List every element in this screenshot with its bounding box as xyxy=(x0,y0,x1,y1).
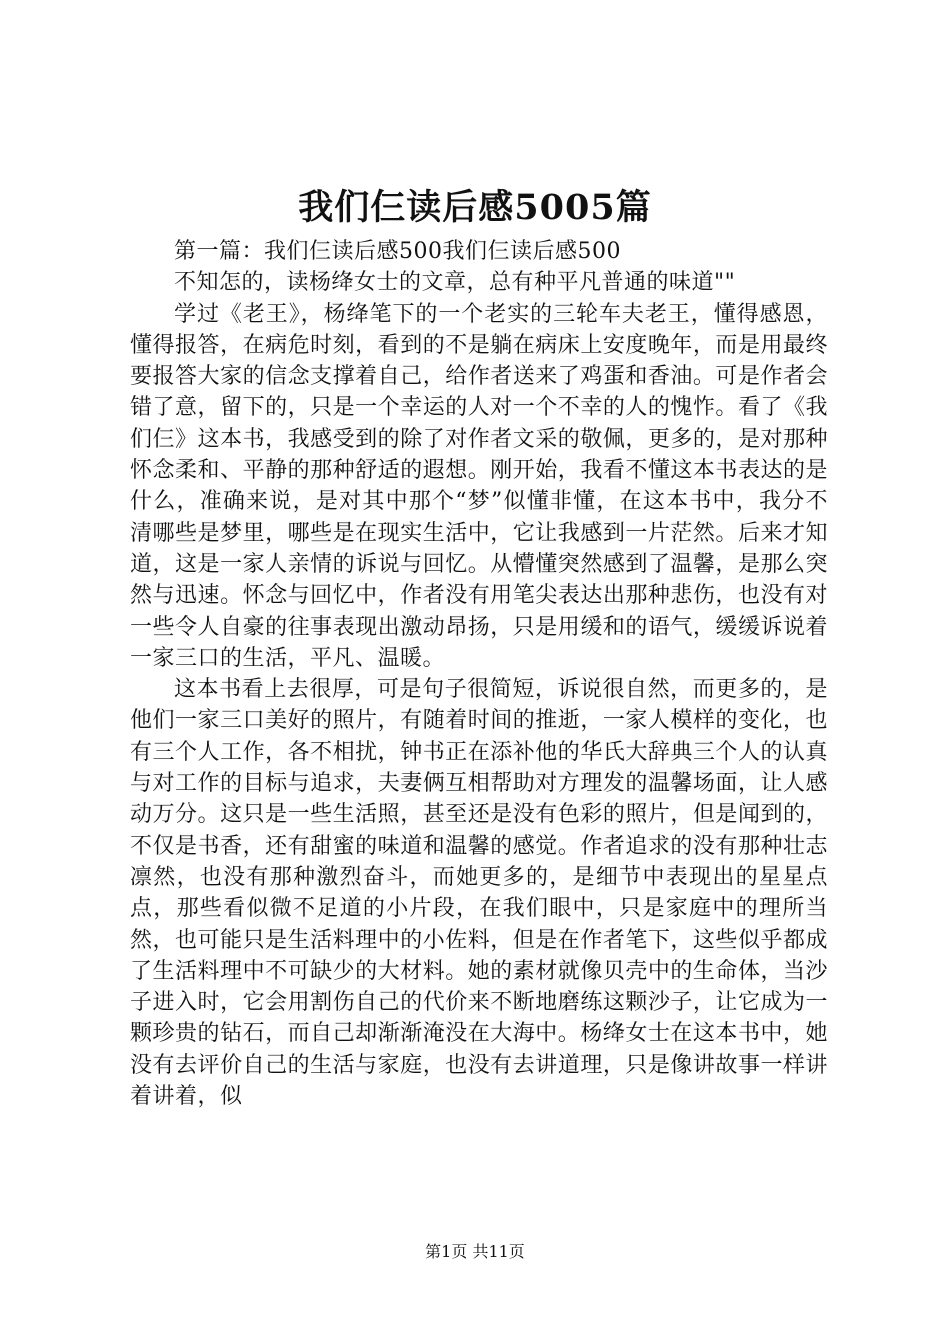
paragraph-2: 不知怎的，读杨绛女士的文章，总有种平凡普通的味道"" xyxy=(174,270,736,296)
paragraph-4: 这本书看上去很厚，可是句子很简短，诉说很自然，而更多的，是他们一家三口美好的照片，有随着时间的推逝，一家人模样的变化，也有三个人工作，各不相扰，钟书正在添补他的华氏大辞典三个人的认真与对工作的目标与追求，夫妻俩互相帮助对方理发的温馨场面，让人感动万分。这只是一些生活照，甚至还是没有色彩的照片，但是闻到的，不仅是书香，还有甜蜜的味道和温馨的感觉。作者追求的没有那种壮志凛然，也没有那种激烈奋斗，而她更多的，是细节中表现出的星星点点，那些看似微不足道的小片段，在我们眼中，只是家庭中的理所当然，也可能只是生活料理中的小佐料，但是在作者笔下，这些似乎都成了生活料理中不可缺少的大材料。她的素材就像贝壳中的生命体，当沙子进入时，它会用割伤自己的代价来不断地磨练这颗沙子，让它成为一颗珍贵的钻石，而自己却渐渐淹没在大海中。杨绛女士在这本书中，她没有去评价自己的生活与家庭，也没有去讲道理，只是像讲故事一样讲着讲着，似 xyxy=(130,677,828,1110)
paragraph-3: 学过《老王》，杨绛笔下的一个老实的三轮车夫老王，懂得感恩，懂得报答，在病危时刻，看到的不是躺在病床上安度晚年，而是用最终要报答大家的信念支撑着自己，给作者送来了鸡蛋和香油。可是作者会错了意，留下的，只是一个幸运的人对一个不幸的人的愧怍。看了《我们仨》这本书，我感受到的除了对作者文采的敬佩，更多的，是对那种怀念柔和、平静的那种舒适的遐想。刚开始，我看不懂这本书表达的是什么，准确来说，是对其中那个“梦”似懂非懂，在这本书中，我分不清哪些是梦里，哪些是在现实生活中，它让我感到一片茫然。后来才知道，这是一家人亲情的诉说与回忆。从懵懂突然感到了温馨，是那么突然与迅速。怀念与回忆中，作者没有用笔尖表达出那种悲伤，也没有对一些令人自豪的往事表现出激动昂扬，只是用缓和的语气，缓缓诉说着一家三口的生活，平凡、温暖。 xyxy=(130,301,828,671)
paragraph-1: 第一篇：我们仨读后感500我们仨读后感500 xyxy=(174,239,621,264)
document-body xyxy=(130,236,828,1112)
document-title: 我们仨读后感5005篇 xyxy=(298,187,652,228)
page-number-footer: 第1页 共11页 xyxy=(425,1242,525,1261)
